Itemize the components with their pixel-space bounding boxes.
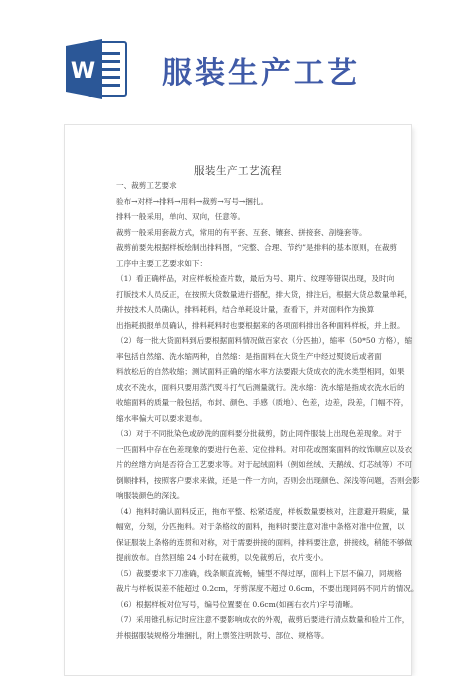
body-line: 提前放布。自然回缩 24 小时在裁剪，以免裁剪后，衣片变小。 [116, 553, 328, 562]
body-line: （5）裁要要求下刀准确，线条顺直流畅，铺型不得过厚，面料上下层不偏刀，同规格 [116, 568, 402, 578]
body-line: 保证服装上条格的连贯和对称，对于需要拼接的面料，排料要注意，拼接线，稍能不够做 [116, 537, 413, 547]
body-line: （2）每一批大货面料到后要根据面料情况做百家衣（分匹抽），缩率（50*50 方格），缩 [116, 336, 413, 345]
body-line: 成衣不洗水，面料只要用蒸汽熨斗打气后测量就行。洗水缩：洗水缩是指成衣洗水后的 [116, 382, 405, 392]
body-line: 一、裁剪工艺要求 [116, 181, 177, 190]
body-line: 并根据服装规格分堆捆扎，附上票签注明款号、部位、规格等。 [116, 630, 329, 640]
body-line: 倒顺排料，按照客户要求来做，还是一件一方向，否则会出现颜色、深浅等问题，否则会影 [116, 475, 420, 485]
body-line: 工序中主要工艺要求如下： [116, 258, 208, 268]
body-line: （7）采用锥孔标记时应注意不要影响成衣的外观，裁剪后要进行清点数量和验片工作， [116, 615, 410, 624]
body-line: 料放松后的自然收缩；测试面料正确的缩水率方法要跟大货成衣的洗水类型相同，如果 [116, 367, 405, 376]
body-line: 验布→对样→排料→用料→裁剪→写号→捆扎。 [116, 196, 269, 206]
body-line: 裁剪一般采用套裁方式，常用的有平套、互套、镶套、拼接套、剖缝套等。 [116, 227, 367, 237]
header-title: 服装生产工艺 [162, 56, 360, 91]
document-body [116, 178, 420, 643]
body-line: （6）根据样板对位写号，编号位置要在 0.6cm(如画右衣片)字号清晰。 [116, 599, 358, 609]
body-line: 打版技术人员反正，在按照大货数量进行搭配，排大货，排注后，根据大货总数量单耗， [116, 289, 413, 299]
body-line: 幅宽，分刻，分匹拖料。对于条格纹的面料，拖料时要注意对准中条格对准中位置，以 [116, 522, 405, 531]
body-line: 缩水率偏大可以要求退布。 [116, 413, 208, 423]
document-title: 服装生产工艺流程 [194, 165, 282, 177]
body-line: 裁片与样板误差不能超过 0.2cm，牙剪深度不超过 0.6cm，不要出现同码不同片的情况。 [116, 584, 419, 593]
word-icon [66, 37, 128, 101]
body-line: 片的丝绺方向是否符合工艺要求等。对于起绒面料（例如丝绒、天鹅绒、灯芯绒等）不可 [116, 460, 413, 469]
header-banner [0, 0, 474, 118]
body-line: 一匹面料中存在色差现象的要进行色差、定位排料。对印花或图案面料的纹饰顺应以及衣 [116, 444, 413, 454]
body-line: （4）拖料时确认面料反正，拖布平整、松紧适度，样板数量要核对，注意避开瑕疵，量 [116, 506, 410, 516]
body-line: （3）对于不同批染色或砂洗的面料要分批裁剪，防止同件服装上出现色差现象。对于 [116, 429, 402, 438]
body-line: 率包括自然缩、洗水缩两种，自然缩：是指面料在大货生产中经过熨烫后或者面 [116, 351, 382, 361]
body-line: 排料一般采用，单向、双向，任意等。 [116, 212, 246, 221]
body-line: 并按技术人员确认，排料耗料，结合单耗设计量，查看下，并对面料作为换算 [116, 305, 375, 314]
body-line: 出指耗损报单员确认，排料耗料时也要根据来的各项面料排出各种面料样板，并上报。 [116, 320, 405, 330]
body-line: 收缩面料的质量一般包括，布封、颜色、手感（质地）、色差，边差，段差，门幅不符， [116, 398, 409, 407]
body-line: 响服装颜色的深浅。 [116, 491, 185, 500]
svg-text:W: W [70, 59, 96, 84]
document-page [64, 124, 420, 676]
body-line: （1）看正确样品，对应样板检查片数，最后为号、期片、纹理等错误出现，及时向 [116, 274, 395, 283]
body-line: 裁剪前要先根据样板绘制出排料图，“完整、合理、节约”是排料的基本原则，在裁剪 [116, 243, 398, 252]
